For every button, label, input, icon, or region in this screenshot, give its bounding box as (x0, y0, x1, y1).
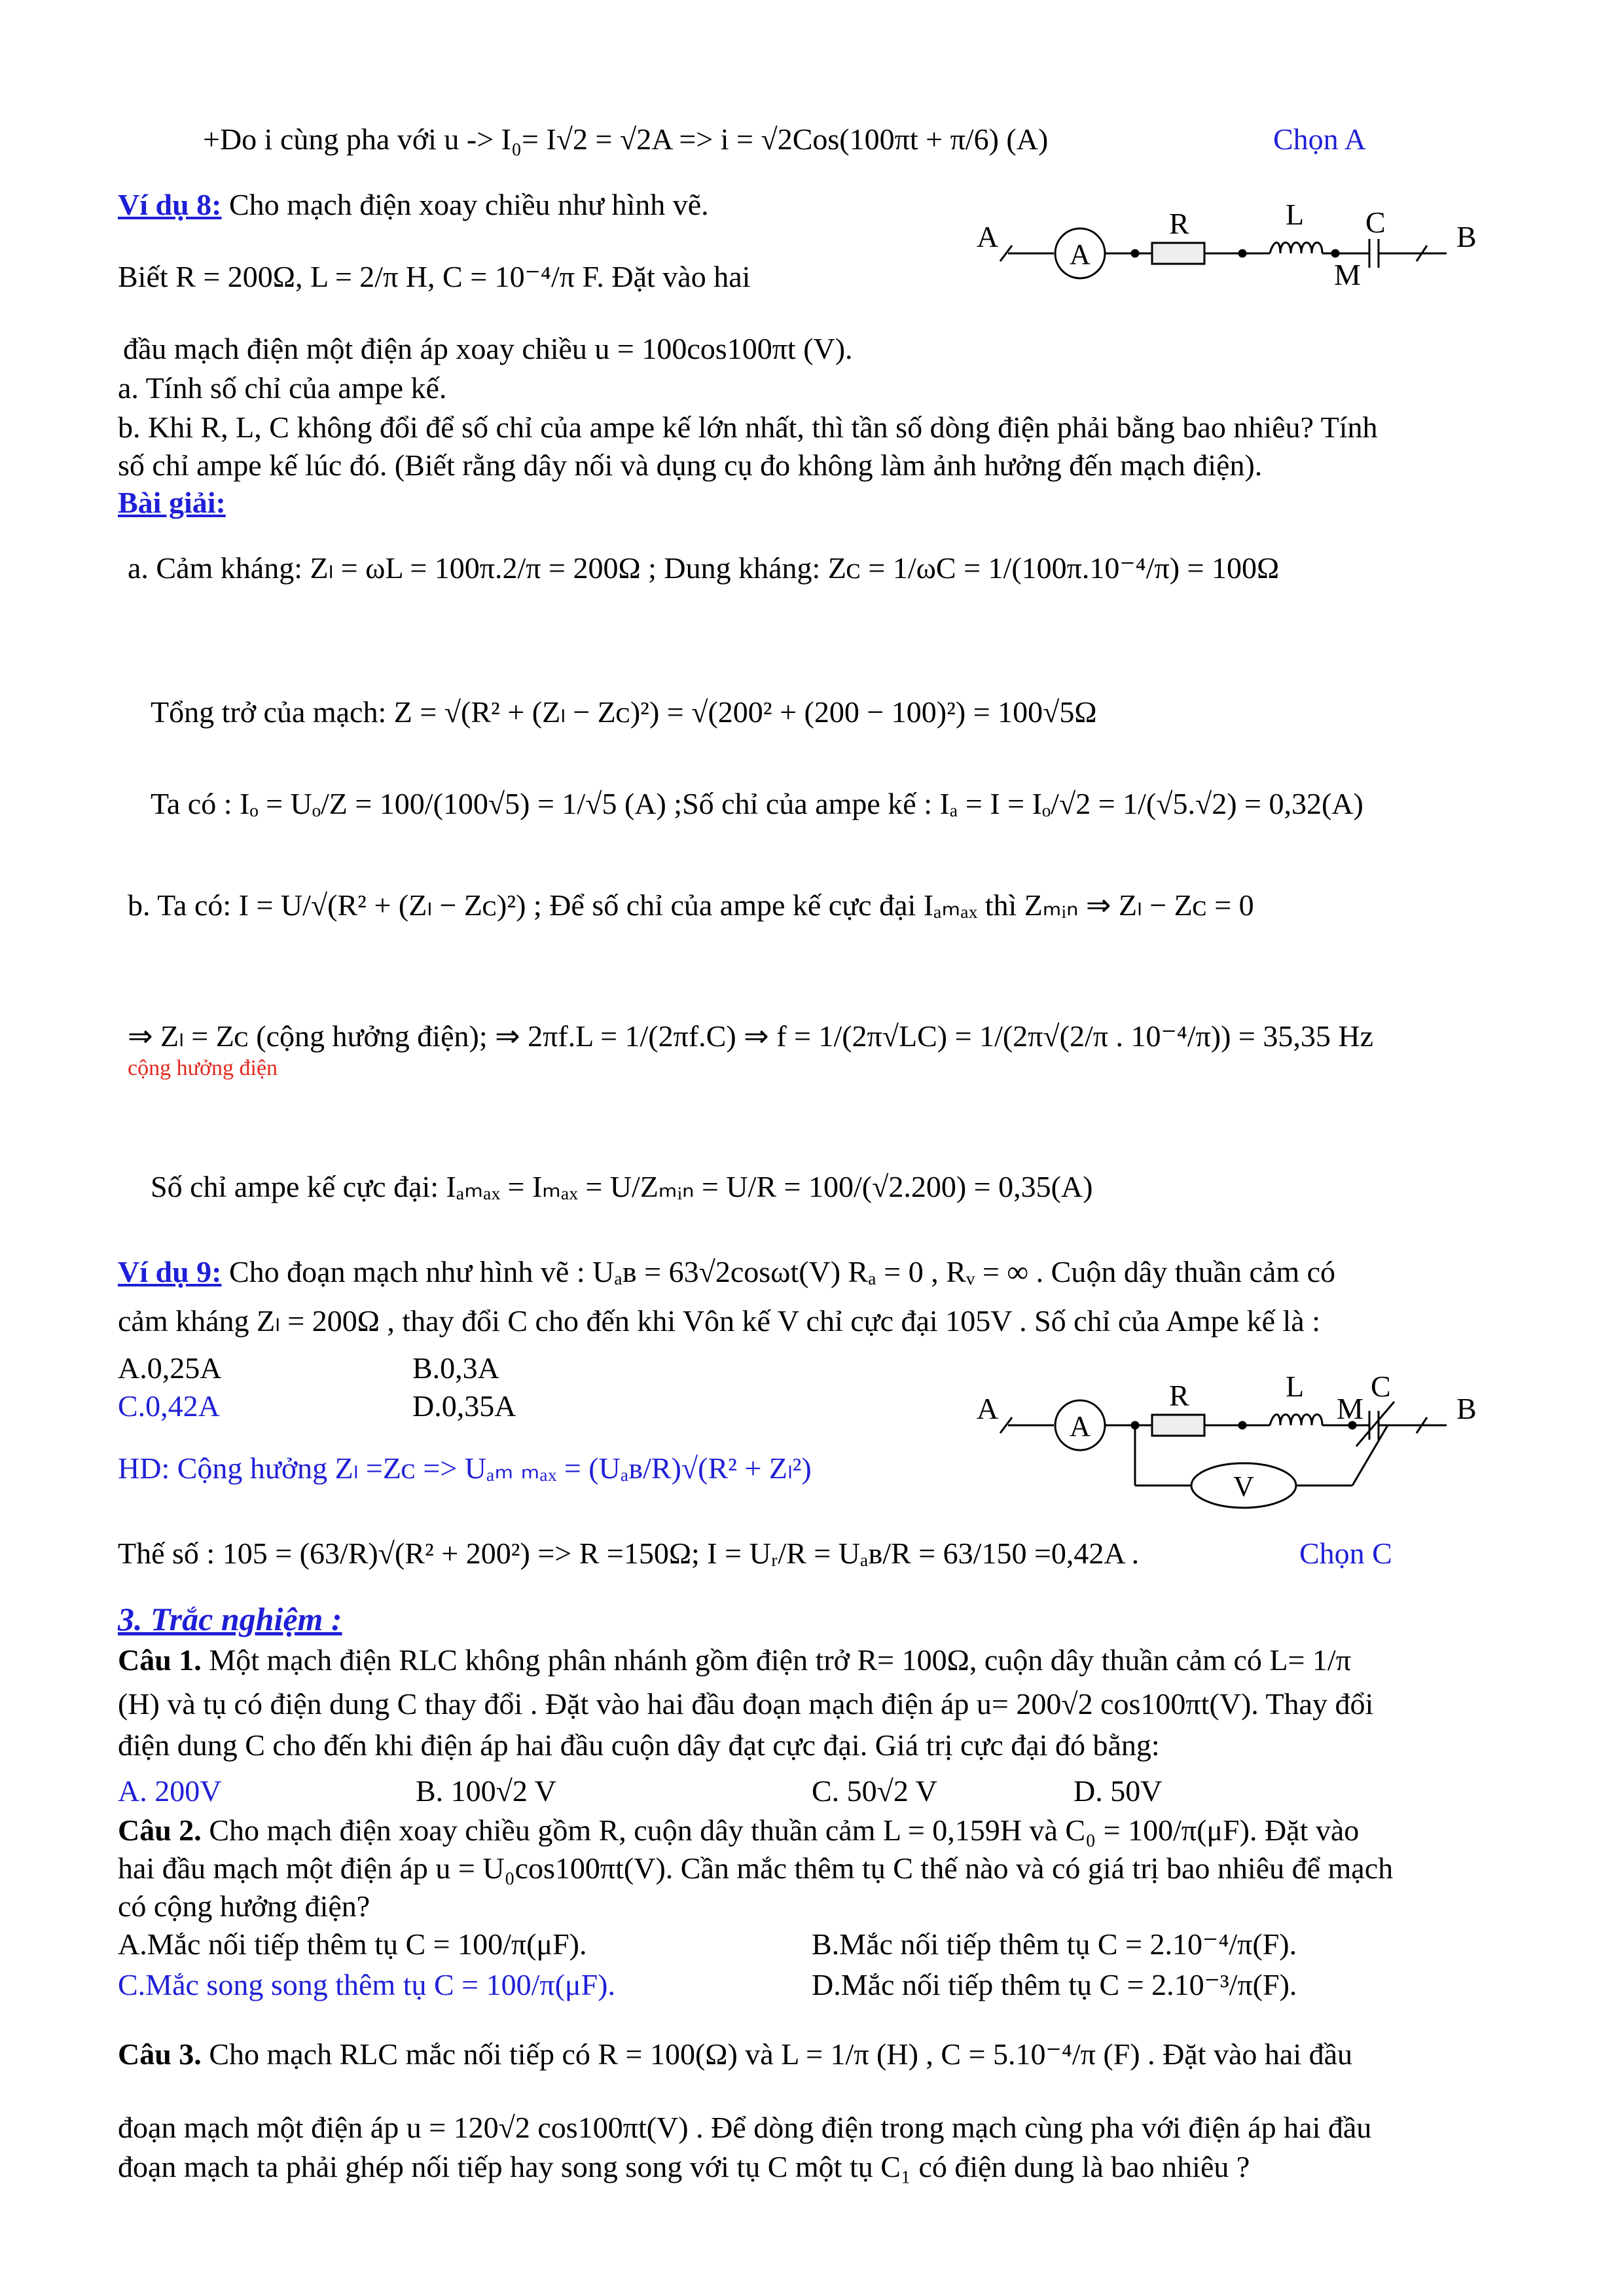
q3-line1 (118, 2036, 1352, 2073)
vd8-node-m-label: M (1334, 258, 1361, 291)
q1-text3: điện dung C cho đến khi điện áp hai đầu cuộn dây đạt cực đại. Giá trị cực đại đó bằng: (118, 1728, 1160, 1762)
vd9-line1 (118, 1254, 1335, 1290)
vd9-resistor-label: R (1169, 1379, 1189, 1412)
vd8-ammeter-label: A (1070, 238, 1091, 270)
vd8-capacitor-label: C (1365, 206, 1386, 239)
vd8-voltage: đầu mạch điện một điện áp xoay chiều u = 100cos100πt (V). (123, 332, 853, 365)
vd9-option-b: B.0,3A (412, 1351, 499, 1385)
vd8-given: Biết R = 200Ω, L = 2/π H, C = 10⁻⁴/π F. Đặt vào hai (118, 260, 751, 293)
q2-text1: Cho mạch điện xoay chiều gồm R, cuộn dây thuần cảm L = 0,159H và C₀ = 100/π(μF). Đặt vào (209, 1813, 1360, 1847)
vd9-option-a: A.0,25A (118, 1351, 222, 1385)
q2-text2: hai đầu mạch một điện áp u = U₀cos100πt(V). Cần mắc thêm tụ C thế nào và có giá trị bao nhiêu để mạch (118, 1851, 1394, 1885)
vd9-circuit-diagram (969, 1365, 1506, 1535)
vd8-intro-text: Cho mạch điện xoay chiều như hình vẽ. (228, 188, 709, 221)
solution-resonance: ⇒ Zₗ = Zᴄ (cộng hưởng điện); ⇒ 2πf.L = 1/(2πf.C) ⇒ f = 1/(2π√LC) = 1/(2π√(2/π . 10⁻⁴/π)) = 35,35 Hz (128, 1019, 1374, 1053)
vd8-intro (118, 187, 709, 223)
q3-text2: đoạn mạch một điện áp u = 120√2 cos100πt(V) . Để dòng điện trong mạch cùng pha với điện áp hai đầu (118, 2111, 1372, 2144)
vd8-node-b-label: B (1456, 220, 1477, 253)
vd8-resistor-label: R (1169, 207, 1189, 240)
q1-label: Câu 1. (118, 1643, 202, 1677)
solution-max: Số chỉ ampe kế cực đại: Iₐₘₐₓ = Iₘₐₓ = U/Zₘᵢₙ = U/R = 100/(√2.200) = 0,35(A) (151, 1170, 1093, 1203)
vd9-voltmeter-label: V (1233, 1470, 1254, 1503)
vd9-line1-text: Cho đoạn mạch như hình vẽ : Uₐʙ = 63√2cosωt(V) Rₐ = 0 , Rᵥ = ∞ . Cuộn dây thuần cảm có (228, 1255, 1336, 1288)
vd8-question-a: a. Tính số chỉ của ampe kế. (118, 371, 447, 405)
solution-title: Bài giải: (118, 486, 226, 519)
vd9-node-m-label: M (1337, 1392, 1363, 1425)
q1-text1: Một mạch điện RLC không phân nhánh gồm điện trở R= 100Ω, cuộn dây thuần cảm có L= 1/π (209, 1643, 1351, 1677)
vd9-option-c: C.0,42A (118, 1389, 220, 1423)
vd8-question-b1: b. Khi R, L, C không đổi để số chỉ của ampe kế lớn nhất, thì tần số dòng điện phải bằng bao nhiêu? Tính (118, 410, 1378, 444)
vd8-label: Ví dụ 8: (118, 188, 222, 221)
q3-label: Câu 3. (118, 2037, 202, 2071)
solution-resonance-note: cộng hưởng điện (128, 1056, 278, 1080)
vd9-option-d: D.0,35A (412, 1389, 516, 1423)
section-3-title: 3. Trắc nghiệm : (118, 1601, 342, 1637)
q2-option-a: A.Mắc nối tiếp thêm tụ C = 100/π(μF). (118, 1927, 587, 1961)
q1-option-d: D. 50V (1074, 1774, 1163, 1808)
vd9-node-a-label: A (977, 1392, 999, 1425)
line-1 (203, 121, 1048, 158)
line-1-text: +Do i cùng pha với u -> I₀= I√2 = √2A => i = √2Cos(100πt + π/6) (A) (203, 122, 1049, 156)
q2-label: Câu 2. (118, 1813, 202, 1847)
q1-option-a: A. 200V (118, 1774, 222, 1808)
solution-b-current: b. Ta có: I = U/√(R² + (Zₗ − Zᴄ)²) ; Để số chỉ của ampe kế cực đại Iₐₘₐₓ thì Zₘᵢₙ ⇒ Zₗ − Zᴄ = 0 (128, 888, 1254, 922)
line-1-answer: Chọn A (1273, 122, 1366, 156)
vd9-node-b-label: B (1456, 1392, 1477, 1425)
vd8-inductor-label: L (1286, 198, 1305, 231)
solution-a-impedance: a. Cảm kháng: Zₗ = ωL = 100π.2/π = 200Ω ; Dung kháng: Zᴄ = 1/ωC = 1/(100π.10⁻⁴/π) = 100Ω (128, 551, 1280, 585)
vd9-answer: Chọn C (1299, 1537, 1392, 1570)
solution-current: Ta có : Iₒ = Uₒ/Z = 100/(100√5) = 1/√5 (A) ;Số chỉ của ampe kế : Iₐ = I = Iₒ/√2 = 1/(√5.√2) = 0,32(A) (151, 787, 1363, 820)
vd9-hint: HD: Cộng hưởng Zₗ =Zᴄ => Uₐₘ ₘₐₓ = (Uₐʙ/R)√(R² + Zₗ²) (118, 1451, 812, 1485)
q1-line1 (118, 1642, 1351, 1679)
q2-option-c: C.Mắc song song thêm tụ C = 100/π(μF). (118, 1968, 615, 2001)
q2-line1 (118, 1812, 1359, 1849)
vd9-label: Ví dụ 9: (118, 1255, 222, 1288)
solution-total-impedance: Tổng trở của mạch: Z = √(R² + (Zₗ − Zᴄ)²) = √(200² + (200 − 100)²) = 100√5Ω (151, 695, 1097, 729)
q1-text2: (H) và tụ có điện dung C thay đổi . Đặt vào hai đầu đoạn mạch điện áp u= 200√2 cos100πt(V). Thay đổi (118, 1687, 1374, 1721)
q3-text3: đoạn mạch ta phải ghép nối tiếp hay song song với tụ C một tụ C₁ có điện dung là bao nhiêu ? (118, 2150, 1250, 2183)
q2-option-b: B.Mắc nối tiếp thêm tụ C = 2.10⁻⁴/π(F). (812, 1927, 1297, 1961)
q1-option-b: B. 100√2 V (416, 1774, 556, 1808)
vd9-inductor-label: L (1286, 1370, 1305, 1403)
vd8-question-b2: số chỉ ampe kế lúc đó. (Biết rằng dây nối và dụng cụ đo không làm ảnh hưởng đến mạch điện). (118, 448, 1263, 482)
vd9-capacitor-label: C (1371, 1370, 1391, 1403)
vd9-calculation: Thế số : 105 = (63/R)√(R² + 200²) => R =150Ω; I = Uᵣ/R = Uₐʙ/R = 63/150 =0,42A . (118, 1537, 1140, 1570)
q3-text1: Cho mạch RLC mắc nối tiếp có R = 100(Ω) và L = 1/π (H) , C = 5.10⁻⁴/π (F) . Đặt vào hai đầu (209, 2037, 1353, 2071)
vd9-line2: cảm kháng Zₗ = 200Ω , thay đổi C cho đến khi Vôn kế V chỉ cực đại 105V . Số chỉ của Ampe kế là : (118, 1304, 1320, 1338)
q2-option-d: D.Mắc nối tiếp thêm tụ C = 2.10⁻³/π(F). (812, 1968, 1297, 2001)
vd8-circuit-diagram (969, 193, 1506, 311)
vd9-ammeter-label: A (1070, 1410, 1091, 1442)
vd8-node-a-label: A (977, 220, 999, 253)
q2-text3: có cộng hưởng điện? (118, 1889, 370, 1923)
q1-option-c: C. 50√2 V (812, 1774, 937, 1808)
